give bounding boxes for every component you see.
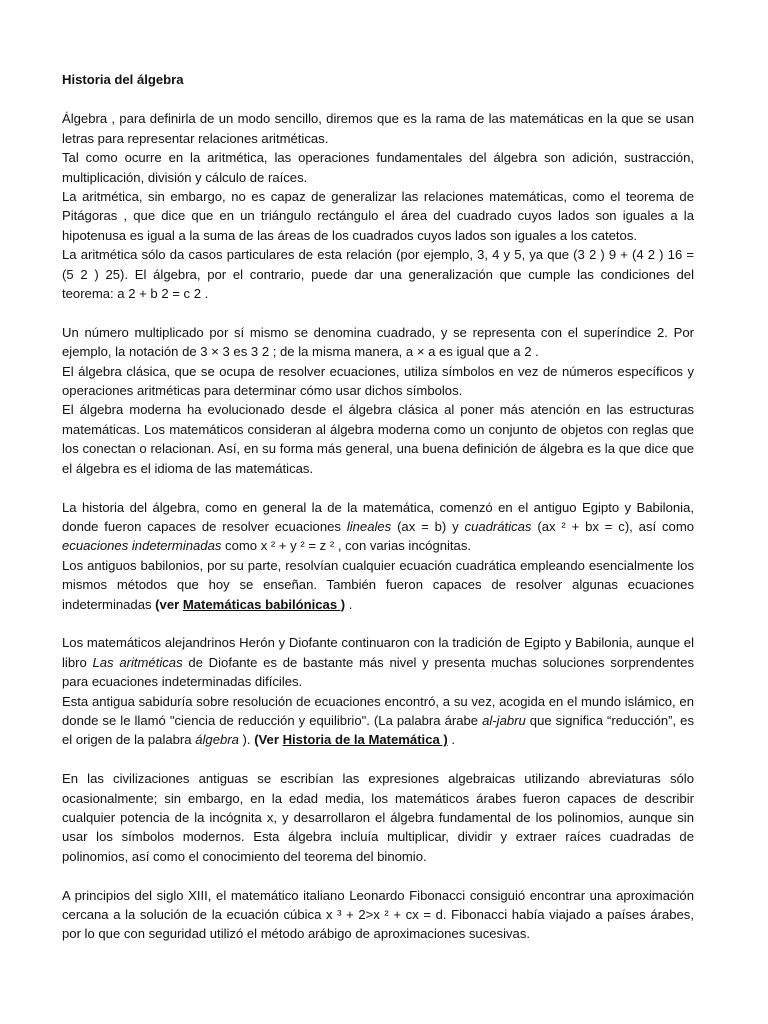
paragraph-fibonacci: A principios del siglo XIII, el matemático italiano Leonardo Fibonacci consiguió encontrar una aproximación cercana a la solución de la ecuación cúbica x ³ + 2>x ² + cx = d. Fibonacci había viajado a países árabes, por lo que con seguridad utilizó el método arábigo de aproximaciones sucesivas. [62,887,694,942]
paragraph-classical-algebra: El álgebra clásica, que se ocupa de resolver ecuaciones, utiliza símbolos en vez de números específicos y operaciones aritméticas para determinar cómo usar dichos símbolos. [62,363,694,399]
paragraph-operations: Tal como ocurre en la aritmética, las operaciones fundamentales del álgebra son adición, sustracción, multiplicación, división y cálculo de raíces. [62,150,694,185]
text-span: . [345,596,353,612]
text-span: (ax ² + bx = c), así como [531,518,695,534]
italic-term: álgebra [195,732,239,748]
text-span: (ax = b) y [391,518,465,534]
document-page [62,70,694,944]
text-span: . [447,732,456,748]
text-span: Esta antigua sabiduría sobre resolución de ecuaciones encontró, a su vez, acogida en el mundo islámico, en donde se le llamó "ciencia de reducción y equilibrio". (La palabra árabe [62,693,694,728]
italic-term: ecuaciones indeterminadas [62,538,222,554]
paragraph-particular-cases: La aritmética sólo da casos particulares de esta relación (por ejemplo, 3, 4 y 5, ya que (3 2 ) 9 + (4 2 ) 16 = (5 2 ) 25). El álgebra, por el contrario, puede dar una generalización que cumple las condiciones del teorema: a 2 + b 2 = c 2 . [62,247,694,302]
reference-open: (ver [155,596,183,612]
paragraph-definition: Álgebra , para definirla de un modo sencillo, diremos que es la rama de las matemáticas en la que se usan letras para representar relaciones aritméticas. [62,111,694,146]
paragraph-history-egypt [62,498,694,556]
italic-term: cuadráticas [464,518,532,534]
paragraph-pythagoras: La aritmética, sin embargo, no es capaz de generalizar las relaciones matemáticas, como el teorema de Pitágoras , que dice que en un triángulo rectángulo el área del cuadrado cuyos lados son iguales a la hipotenusa es igual a la suma de las áreas de los cuadrados cuyos lados son iguales a los catetos. [62,189,694,243]
paragraph-islamic-world [62,692,694,750]
text-span: ). [238,732,255,748]
text-span: Los antiguos babilonios, por su parte, resolvían cualquier ecuación cuadrática empleando esencialmente los mismos métodos que hoy se enseñan. También fueron capaces de resolver algunas ecuaciones indeterminadas [62,557,694,612]
italic-term: al-jabru [482,712,526,728]
italic-term: lineales [346,518,392,534]
page-title: Historia del álgebra [62,72,184,87]
paragraph-babylonians [62,556,694,614]
italic-term: Las aritméticas [92,654,183,670]
reference-open: (Ver [254,732,283,748]
text-span: Los matemáticos alejandrinos Herón y Diofante continuaron con la tradición de Egipto y Babilonia, aunque el libro [62,635,694,670]
text-span: de Diofante es de bastante más nivel y presenta muchas soluciones sorprendentes para ecuaciones indeterminadas difíciles. [62,654,694,690]
paragraph-square: Un número multiplicado por sí mismo se denomina cuadrado, y se representa con el superíndice 2. Por ejemplo, la notación de 3 × 3 es 3 2 ; de la misma manera, a × a es igual que a 2 . [62,324,694,360]
paragraph-modern-algebra: El álgebra moderna ha evolucionado desde el álgebra clásica al poner más atención en las estructuras matemáticas. Los matemáticos consideran al álgebra moderna como un conjunto de objetos con reglas que los conectan o relacionan. Así, en su forma más general, una buena definición de álgebra es la que dice que el álgebra es el idioma de las matemáticas. [62,402,694,476]
text-span: como x ² + y ² = z ² , con varias incógnitas. [221,538,472,554]
history-math-link[interactable]: Historia de la Matemática ) [282,732,448,748]
paragraph-ancient-civilizations: En las civilizaciones antiguas se escribían las expresiones algebraicas utilizando abreviaturas sólo ocasionalmente; sin embargo, en la edad media, los matemáticos árabes fueron capaces de describir cualquier potencia de la incógnita x, y desarrollaron el álgebra fundamental de los polinomios, aunque sin usar los símbolos modernos. Esta álgebra incluía multiplicar, dividir y extraer raíces cuadradas de polinomios, así como el conocimiento del teorema del binomio. [62,771,694,864]
reference [254,732,448,747]
text-span: La historia del álgebra, como en general la de la matemática, comenzó en el antiguo Egipto y Babilonia, donde fueron capaces de resolver ecuaciones [62,499,694,534]
paragraph-alexandrians [62,633,694,691]
text-span: que significa “reducción”, es el origen de la palabra [62,712,694,748]
reference [155,597,345,612]
babylonian-math-link[interactable]: Matemáticas babilónicas ) [182,596,346,612]
